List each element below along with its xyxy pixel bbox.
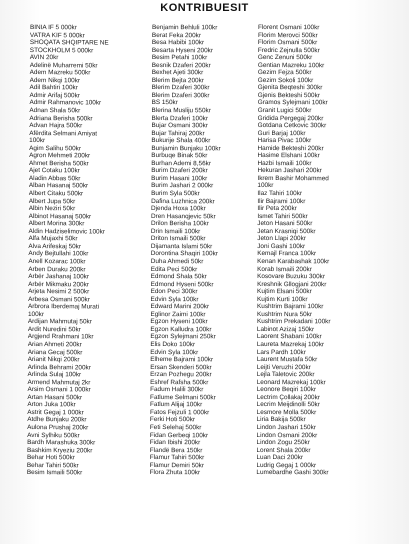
contributor-entry: BS 150kr bbox=[151, 99, 178, 107]
contributor-entry: Edward Marini 200kr bbox=[150, 303, 210, 311]
contributor-entry: Gotdana Cetkovic 300kr bbox=[257, 122, 327, 130]
contributor-entry: Edita Peci 500kr bbox=[150, 265, 198, 273]
contributor-entry: Laorent Shabani 100kr bbox=[256, 333, 322, 341]
contributor-entry: Burim Syla 500kr bbox=[151, 190, 200, 198]
contributor-entry: Hekuran Jashari 200kr bbox=[257, 167, 322, 175]
contributor-entry: Burim Jashari 2 000kr bbox=[151, 182, 214, 190]
contributor-entry: Edmond Hyseni 500kr bbox=[150, 280, 214, 288]
contributor-entry: Eglinor Zaimi 100kr bbox=[150, 310, 206, 319]
contributor-entry: Besim Ismaili 500kr bbox=[26, 469, 83, 477]
contributor-entry: Ariana Gecaj 500kr bbox=[27, 348, 83, 356]
contributor-entry: Bardh Marashuka 300kr bbox=[27, 439, 96, 447]
contributor-entry: Behar Tahiri 500kr bbox=[26, 461, 79, 470]
contributor-entry: Ismet Tahiri 500kr bbox=[257, 212, 308, 220]
page-title: KONTRIBUESIT bbox=[160, 2, 249, 14]
contributor-entry: Gramos Sylejmani 100kr bbox=[257, 99, 328, 107]
contributor-entry: Artan Hasani 500kr bbox=[27, 393, 83, 402]
contributor-entry: Flamur Tahiri 500kr bbox=[149, 454, 205, 462]
contributor-entry: Albinot Hasanaj 500kr bbox=[28, 212, 92, 221]
contributor-entry: Joni Gashi 100kr bbox=[257, 242, 306, 251]
contributor-entry: Hazbi Ismaili 100kr bbox=[257, 159, 312, 168]
contributor-entry: Flamur Demiri 50kr bbox=[149, 461, 205, 469]
contributor-entry: Laurent Mustafa 50kr bbox=[256, 356, 318, 364]
contributor-entry: Blerim Bejta 200kr bbox=[151, 76, 204, 85]
contributor-entry: Arsim Osmani 1 000kr bbox=[27, 386, 91, 394]
contributor-entry: Arbrora Iberdemaj Murati bbox=[28, 303, 100, 311]
contributor-entry: Gezim Fejza 500kr bbox=[257, 69, 312, 77]
contributor-entry: Egzon Sylejmani 250kr bbox=[150, 333, 216, 341]
contributor-entry: Besnik Dzaferi 200kr bbox=[151, 61, 211, 70]
contributor-entry: Admir Rahmanovic 100kr bbox=[29, 99, 102, 107]
contributor-entry: Kemajl Franca 100kr bbox=[257, 250, 317, 258]
contributor-entry: Lesmore Molla 500kr bbox=[256, 408, 317, 417]
contributor-entry: 100kr bbox=[29, 137, 46, 145]
contributor-entry: Dorontina Shaqiri 100kr bbox=[150, 250, 218, 258]
contributor-entry: Albert Jupa 50kr bbox=[28, 197, 76, 205]
contributor-entry: Hasime Elshani 100kr bbox=[257, 152, 320, 160]
contributor-entry: Kujtim Kurti 100kr bbox=[257, 295, 308, 303]
contributor-entry: Driton Ismaili 500kr bbox=[150, 235, 206, 243]
contributor-entry: Benjamin Behluli 100kr bbox=[151, 24, 218, 32]
contributor-entry: Lindon Jashari 150kr bbox=[256, 423, 316, 432]
contributor-entry: Agron Mehmeti 200kr bbox=[29, 152, 91, 160]
contributor-entry: Blerina Musliju 550kr bbox=[151, 107, 211, 115]
contributor-entry: Adem Mazreku 500kr bbox=[29, 69, 91, 77]
contributor-entry: Ilir Bajrami 100kr bbox=[257, 197, 306, 205]
contributor-entry: Lorent Shala 200kr bbox=[256, 446, 311, 454]
contributor-entry: Ersan Skenderi 500kr bbox=[150, 363, 212, 371]
contributor-entry: Arlinda Behrami 200kr bbox=[27, 363, 91, 372]
contributor-entry: Duha Ahmedi 50kr bbox=[150, 257, 204, 266]
contributor-entry: Alfa Mujaxhi 50kr bbox=[28, 235, 78, 243]
contributor-entry: Kreshnik Gllogjani 200kr bbox=[257, 280, 327, 288]
contributor-entry: Florent Osmani 100kr bbox=[257, 24, 320, 32]
contributor-entry: Fredric Zejnulla 500kr bbox=[257, 46, 320, 54]
contributor-entry: Albin Neziri 50kr bbox=[28, 205, 76, 213]
contributor-entry: Alva Arifeskaj 50kr bbox=[28, 242, 82, 251]
contributor-entry: Gjenis Bekteshi 500kr bbox=[257, 91, 320, 100]
contributor-entry: 100kr bbox=[257, 182, 274, 190]
contributor-entry: Alban Hasanaj 500kr bbox=[28, 182, 89, 190]
contributor-entry: Adem Nikqi 100kr bbox=[29, 76, 81, 85]
contributor-entry: Kosovare Buzuku 300kr bbox=[257, 273, 325, 281]
contributor-entry: Argjend Rrahmani 10kr bbox=[27, 333, 94, 341]
contributor-entry: Fadum Halili 300kr bbox=[150, 386, 204, 394]
contributor-entry: Edvin Syla 100kr bbox=[150, 348, 199, 356]
contributor-entry: Anell Kozarac 100kr bbox=[28, 257, 86, 266]
contributor-entry: STOCKHOLM 5 000kr bbox=[29, 46, 94, 55]
contributor-entry: Gridida Pergegaj 200kr bbox=[257, 114, 324, 122]
contributor-entry: Arian Ahmeti 200kr bbox=[27, 340, 82, 349]
contributor-entry: Lars Pardh 100kr bbox=[256, 348, 306, 356]
contributor-entry: Bujar Osmani 300kr bbox=[151, 122, 208, 130]
contributor-entry: Andy Bejtullahi 100kr bbox=[28, 250, 89, 258]
contributor-entry: Agim Salihu 500kr bbox=[29, 144, 82, 153]
contributor-entry: Jetan Krasniqi 500kr bbox=[257, 227, 316, 235]
contributor-entry: Adnan Shala 50kr bbox=[29, 107, 81, 115]
contributor-entry: Besa Habibi 100kr bbox=[151, 39, 205, 47]
contributor-entry: Edon Peci 300kr bbox=[150, 288, 198, 296]
contributor-entry: Genc Zenuni 500kr bbox=[257, 54, 313, 62]
contributor-entry: Hamide Bekteshi 200kr bbox=[257, 144, 324, 152]
contributor-entry: Ardit Nuredini 50kr bbox=[27, 325, 81, 334]
contributor-entry: Arbër Mikmaku 200kr bbox=[28, 280, 89, 289]
contributor-entry: Kushtrim Prekadani 100kr bbox=[256, 318, 331, 326]
contributor-entry: Leonore Beqiri 100kr bbox=[256, 386, 317, 394]
contributor-entry: Lectrim Çollakaj 200kr bbox=[256, 393, 320, 402]
contributor-entry: Jeton Llapi 200kr bbox=[257, 235, 306, 243]
contributor-entry: Jeton Hasani 500kr bbox=[257, 220, 313, 228]
contributor-entry: Gjenita Beqteshi 300kr bbox=[257, 84, 323, 92]
contributor-entry: Bexhet Ajeti 300kr bbox=[151, 69, 204, 77]
contributor-entry: Granit Lugici 500kr bbox=[257, 107, 312, 115]
contributor-entry: Kujtim Elsani 500kr bbox=[257, 288, 312, 296]
contributor-entry: Edvin Syla 100kr bbox=[150, 295, 199, 303]
contributor-entry: Ilaz Tahiri 100kr bbox=[257, 190, 303, 198]
contributor-entry: Arlinda Sulaj 100kr bbox=[27, 371, 82, 379]
contributor-entry: Bashkim Kryeziu 200kr bbox=[27, 446, 93, 455]
contributor-entry: VATRA KIF 5 000kr bbox=[29, 31, 85, 39]
contributor-entry: Fidan Ibishi 200kr bbox=[149, 439, 201, 447]
contributor-entry: Albert Citaku 500kr bbox=[28, 190, 84, 198]
contributor-entry: Florim Merovci 500kr bbox=[257, 31, 318, 39]
contributor-entry: Aulona Prushaj 200kr bbox=[27, 423, 89, 432]
contributor-entry: Arbër Jashanaj 100kr bbox=[28, 273, 90, 281]
contributor-entry: Djenda Hoxa 100kr bbox=[151, 205, 206, 213]
contributor-entry: Drin Ismaili 100kr bbox=[150, 227, 201, 236]
contributors-column-3 bbox=[256, 24, 368, 477]
contributors-column-2 bbox=[150, 24, 256, 477]
contributor-entry: Lindon Zogu 250kr bbox=[256, 439, 310, 447]
contributor-entry: Harisa Pivac 100kr bbox=[257, 137, 312, 145]
contributor-entry: Erzan Pozhegu 200kr bbox=[150, 371, 212, 379]
contributor-entry: Ilir Peta 200kr bbox=[257, 205, 297, 213]
contributor-entry: Burim Hasani 100kr bbox=[151, 174, 208, 183]
contributor-entry: Berat Feka 200kr bbox=[151, 31, 201, 39]
contributor-entry: Adelinë Muharremi 50kr bbox=[29, 61, 98, 70]
contributor-entry: Egzon Kalludra 100kr bbox=[150, 325, 212, 334]
contributor-entry: Arjeta Nesimi 2 500kr bbox=[28, 288, 90, 296]
contributor-entry: Elis Doko 100kr bbox=[150, 340, 196, 349]
contributor-entry: Bukurije Shala 400kr bbox=[151, 137, 211, 145]
contributor-entry: Eshref Rafsha 500kr bbox=[150, 378, 209, 387]
contributor-entry: Afërdita Selmani Amiyat bbox=[29, 129, 98, 138]
contributor-entry: SHOQATA SHQIPTARE NE bbox=[29, 39, 109, 47]
contributor-entry: Drilon Berisha 100kr bbox=[150, 220, 209, 228]
contributor-entry: Admir Arifaj 500kr bbox=[29, 91, 80, 100]
contributor-entry: Gentian Mazreku 100kr bbox=[257, 61, 325, 69]
contributor-entry: Astrit Gegaj 1 000kr bbox=[27, 408, 84, 417]
contributor-entry: Bujar Tahiraj 200kr bbox=[151, 129, 205, 137]
contributor-entry: Fatlume Selmani 500kr bbox=[150, 393, 216, 402]
contributor-entry: Gezim Sokoli 100kr bbox=[257, 76, 314, 85]
contributor-entry: Arbesa Osmani 500kr bbox=[28, 295, 90, 304]
contributor-entry: Besim Petahi 100kr bbox=[151, 54, 208, 62]
contributor-entry: Albert Morina 300kr bbox=[28, 220, 85, 228]
contributor-entry: Lumebardhe Gashi 300kr bbox=[256, 469, 329, 477]
contributor-entry: Fidan Gerbeqi 100kr bbox=[149, 431, 209, 439]
contributor-entry: Laureta Mazrekaj 100kr bbox=[256, 340, 325, 349]
contributor-entry: Blerta Dzaferi 100kr bbox=[151, 114, 209, 122]
contributor-entry: Leonard Mazrekaj 100kr bbox=[256, 378, 326, 386]
contributor-entry: Burbuqe Binak 50kr bbox=[151, 152, 208, 160]
contributor-entry: Adriana Berisha 500kr bbox=[29, 114, 93, 123]
contributor-entry: Feti Selehaj 500kr bbox=[149, 423, 202, 432]
contributor-entry: Armend Mahmutaj 2kr bbox=[27, 378, 91, 387]
contributor-entry: Fatos Fejzuli 1 000kr bbox=[149, 408, 210, 417]
contributor-entry: Arton Juka 100kr bbox=[27, 401, 76, 409]
contributors-column-1 bbox=[27, 24, 148, 478]
contributor-entry: Avni Sylhiku 500kr bbox=[27, 431, 80, 439]
contributor-entry: Egzon Hyseni 100kr bbox=[150, 318, 208, 326]
contributor-entry: Kushtrim Nura 50kr bbox=[256, 310, 313, 318]
contributor-entry: Ardijan Mahmutaj 50kr bbox=[27, 318, 92, 326]
contributor-entry: Fatlum Alijaj 100kr bbox=[149, 401, 203, 409]
contributor-entry: Bunjamin Bunjaku 100kr bbox=[151, 144, 221, 153]
contributor-entry: Advan Hajra 500kr bbox=[29, 122, 83, 130]
contributor-entry: Liria Bakija 500kr bbox=[256, 416, 306, 424]
contributor-entry: Atdhe Bunjaku 200kr bbox=[27, 416, 87, 424]
contributor-entry: Elheme Bajrami 100kr bbox=[150, 356, 214, 364]
contributor-entry: 100kr bbox=[27, 310, 44, 318]
contributor-entry: Luan Daci 200kr bbox=[256, 454, 304, 462]
contributor-entry: Labinot Azizaj 150kr bbox=[256, 325, 315, 334]
contributor-entry: Ikrem Bashir Mohammed bbox=[257, 174, 329, 183]
contributor-entry: Ahmet Berisha 500kr bbox=[29, 159, 89, 168]
contributor-entry: Lejla Taletovic 200kr bbox=[256, 371, 315, 379]
contributor-entry: Florim Osmani 500kr bbox=[257, 39, 318, 47]
contributor-entry: Ferki Hoti 500kr bbox=[149, 416, 196, 424]
contributor-entry: Ludrig Gegaj 1 000kr bbox=[256, 461, 317, 469]
contributor-entry: Blerim Dzaferi 300kr bbox=[151, 91, 210, 100]
contributor-entry: Arben Duraku 200kr bbox=[28, 265, 86, 273]
contributor-entry: Lindon Osmani 200kr bbox=[256, 431, 318, 439]
contributor-entry: Aladin Abbas 50kr bbox=[28, 174, 81, 183]
contributor-entry: Leijti Veruzhi 200kr bbox=[256, 363, 311, 371]
contributor-entry: Flora Zhuta 100kr bbox=[149, 469, 201, 477]
contributor-entry: Lecrim Meijdinolli 50kr bbox=[256, 401, 320, 409]
contributor-entry: Dafina Luzhnica 200kr bbox=[151, 197, 215, 205]
contributor-entry: Burim Dzaferi 200kr bbox=[151, 167, 208, 175]
contributor-entry: Dijamanta Islami 50kr bbox=[150, 242, 213, 251]
contributor-entry: Blerim Dzaferi 300kr bbox=[151, 84, 210, 92]
contributor-entry: Guri Barjaj 100kr bbox=[257, 129, 306, 137]
contributor-entry: Arianit Nikqi 200kr bbox=[27, 356, 80, 364]
contributor-entry: Kenan Karabashak 100kr bbox=[257, 257, 330, 266]
contributor-entry: Edmond Shala 50kr bbox=[150, 273, 207, 281]
contributor-entry: Adil Bahtiri 100kr bbox=[29, 84, 78, 92]
contributor-entry: Korab Ismaili 200kr bbox=[257, 265, 312, 273]
contributor-entry: Ajet Cotaku 100kr bbox=[28, 167, 80, 175]
contributor-entry: Besarta Hyseni 200kr bbox=[151, 46, 213, 54]
contributor-entry: Burhan Ademi 8,56kr bbox=[151, 159, 211, 168]
contributor-entry: BINIA IF 5 000kr bbox=[29, 24, 77, 32]
contributor-entry: Behar Hoti 500kr bbox=[26, 454, 75, 462]
contributor-entry: Flandë Bera 150kr bbox=[149, 446, 203, 454]
contributor-entry: AVIN 20kr bbox=[29, 54, 59, 62]
contributor-entry: Aldin Hadziselimovic 100kr bbox=[28, 227, 105, 236]
contributor-entry: Dren Hasanqjevic 50kr bbox=[150, 212, 216, 221]
contributor-entry: Kushtrim Bajrami 100kr bbox=[257, 303, 324, 311]
